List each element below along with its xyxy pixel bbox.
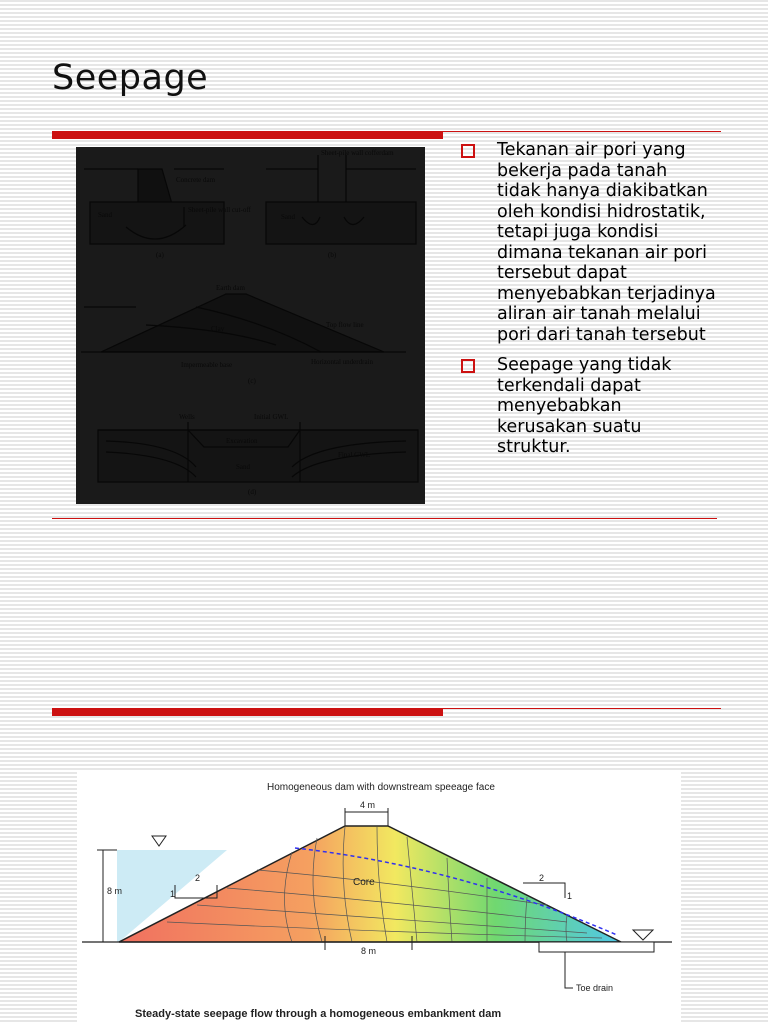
label-wells: Wells	[179, 413, 195, 421]
label-clay: Clay	[211, 325, 225, 333]
second-rule-thin	[443, 708, 721, 709]
label-sand-a: Sand	[98, 211, 112, 219]
slope-up-v-label: 1	[170, 889, 176, 899]
bullet-item	[459, 140, 749, 345]
label-sand-d: Sand	[236, 463, 250, 471]
label-impermeable-base: Impermeable base	[181, 361, 233, 369]
caption-c: (c)	[248, 377, 256, 385]
bullet-item	[459, 355, 749, 458]
label-earth-dam: Earth dam	[216, 284, 245, 292]
dam-seepage-figure	[77, 770, 681, 1024]
square-bullet-icon	[461, 144, 475, 158]
label-horizontal-underdrain: Horizontal underdrain	[311, 358, 374, 366]
label-sand-b: Sand	[281, 213, 295, 221]
bullet-text: Seepage yang tidak terkendali dapat menyebabkan kerusakan suatu struktur.	[497, 355, 672, 457]
label-sheet-pile-cofferdam: Sheet-pile wall cofferdam	[321, 149, 394, 157]
slope-down-v-label: 1	[567, 891, 573, 901]
label-concrete-dam: Concrete dam	[176, 176, 216, 184]
slope-down-h-label: 2	[539, 873, 545, 883]
slide-title: Seepage	[52, 58, 209, 98]
seepage-situations-figure	[76, 147, 425, 504]
label-excavation: Excavation	[226, 437, 258, 445]
base-core-label: 8 m	[361, 946, 377, 956]
square-bullet-icon	[461, 359, 475, 373]
title-rule-thin	[443, 131, 721, 132]
label-top-flow-line: Top flow line	[326, 321, 364, 329]
label-final-gwl: Final GWL	[338, 451, 371, 459]
caption-a: (a)	[156, 251, 164, 259]
dam-figure-title: Homogeneous dam with downstream speeage face	[267, 782, 495, 793]
label-sheet-pile: Sheet-pile wall cut-off	[188, 206, 251, 214]
label-initial-gwl: Initial GWL	[254, 413, 289, 421]
caption-b: (b)	[328, 251, 337, 259]
crest-width-label: 4 m	[360, 800, 376, 810]
dam-figure-caption: Steady-state seepage flow through a homogeneous embankment dam	[135, 1008, 502, 1020]
bullet-text: Tekanan air pori yang bekerja pada tanah tidak hanya diakibatkan oleh kondisi hidrostatik, tetapi juga kondisi dimana tekanan air pori tersebut dapat menyebabkan terjadinya aliran air tanah melalui pori dari tanah tersebut	[497, 140, 716, 345]
height-label: 8 m	[107, 886, 123, 896]
bullet-list	[459, 140, 749, 468]
title-rule-thick	[52, 131, 443, 139]
second-rule-thick	[52, 708, 443, 716]
toe-drain-label: Toe drain	[576, 983, 614, 993]
core-label: Core	[353, 877, 375, 888]
caption-d: (d)	[248, 488, 257, 496]
slope-up-h-label: 2	[195, 873, 201, 883]
section-divider	[52, 518, 717, 519]
